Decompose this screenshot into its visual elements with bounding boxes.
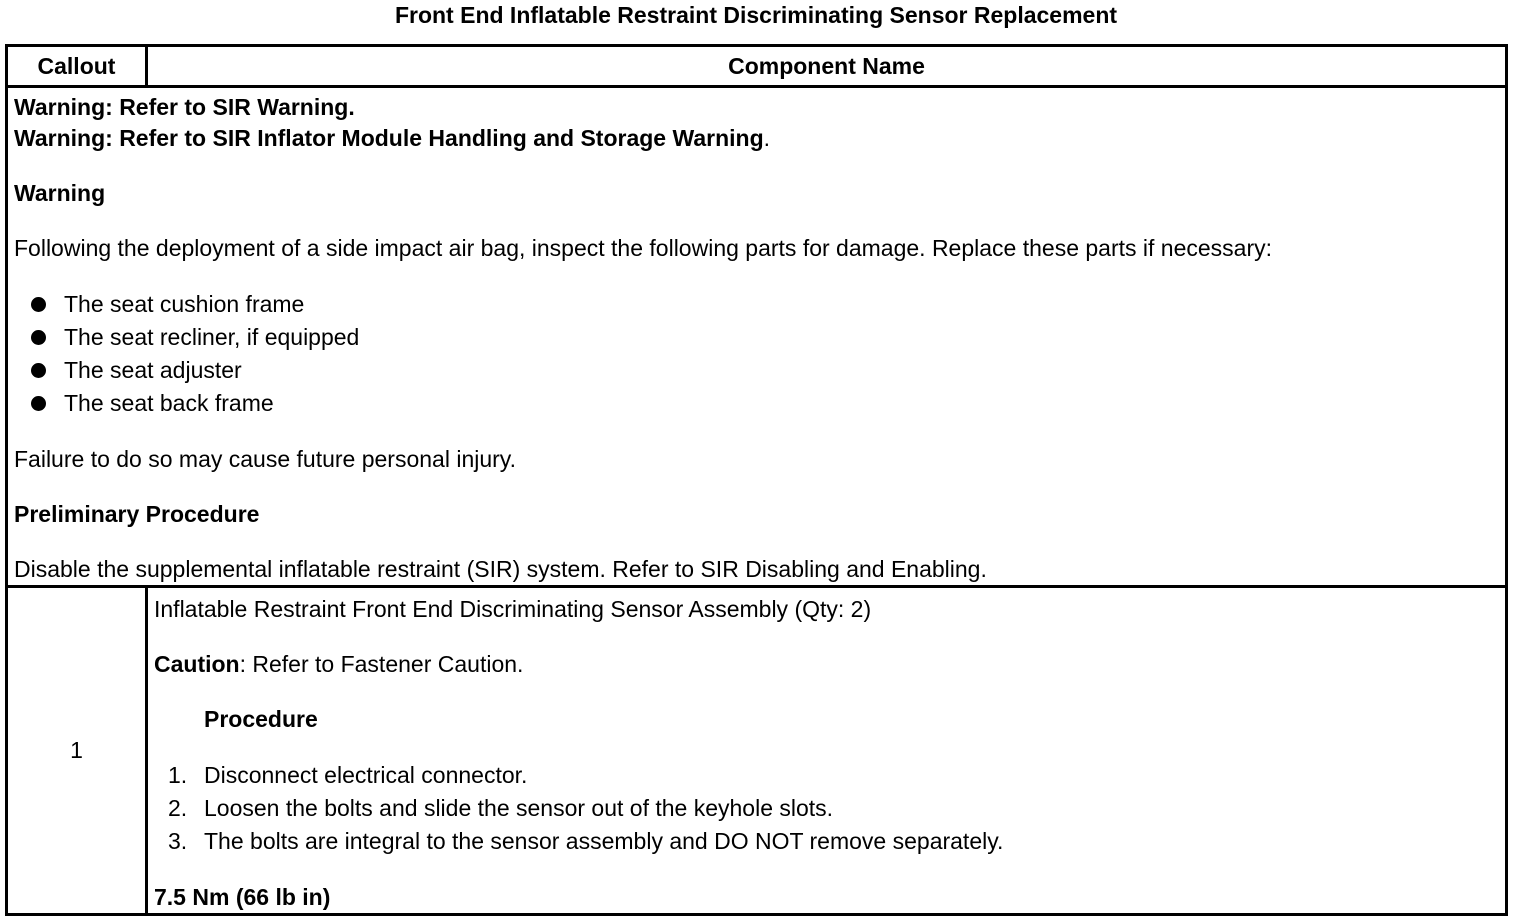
table-row <box>7 587 1507 915</box>
warning-intro: Following the deployment of a side impact air bag, inspect the following parts for damage. Replace these parts if necessary: <box>14 235 1273 261</box>
step-number: 1. <box>168 762 188 788</box>
list-item: The seat cushion frame <box>14 288 1499 321</box>
procedure-table <box>5 44 1508 916</box>
bullet-icon <box>31 330 46 345</box>
list-item: The seat adjuster <box>14 354 1499 387</box>
table-header-row <box>7 46 1507 87</box>
step-number: 3. <box>168 828 188 854</box>
step-number: 2. <box>168 795 188 821</box>
torque-spec: 7.5 Nm (66 lb in) <box>154 884 331 910</box>
caution-line <box>154 649 1499 680</box>
header-callout: Callout <box>7 46 147 87</box>
bullet-icon <box>31 297 46 312</box>
warning-line-2 <box>14 123 1499 154</box>
warning-end: . <box>763 125 771 151</box>
warning-text: : Refer to SIR Inflator Module Handling and Storage Warning <box>105 125 764 151</box>
caution-text: : Refer to Fastener Caution. <box>239 651 524 677</box>
list-item: The seat recliner, if equipped <box>14 321 1499 354</box>
warning-outro: Failure to do so may cause future personal injury. <box>14 446 516 472</box>
step-text: The bolts are integral to the sensor assembly and DO NOT remove separately. <box>204 828 1004 854</box>
preliminary-heading: Preliminary Procedure <box>14 501 260 527</box>
warning-label: Warning <box>14 125 106 151</box>
preliminary-text: Disable the supplemental inflatable restraint (SIR) system. Refer to SIR Disabling and Enabling. <box>14 556 987 582</box>
list-item <box>154 759 1499 792</box>
component-name: Inflatable Restraint Front End Discriminating Sensor Assembly (Qty: 2) <box>154 596 872 622</box>
warning-heading: Warning <box>14 180 106 206</box>
step-text: Loosen the bolts and slide the sensor out of the keyhole slots. <box>204 795 834 821</box>
list-item <box>154 792 1499 825</box>
header-component-name: Component Name <box>147 46 1507 87</box>
warning-text: : Refer to SIR Warning. <box>105 94 355 120</box>
caution-label: Caution <box>154 651 240 677</box>
bullet-icon <box>31 396 46 411</box>
step-text: Disconnect electrical connector. <box>204 762 528 788</box>
warning-label: Warning <box>14 94 106 120</box>
warning-line-1 <box>14 92 1499 123</box>
bullet-icon <box>31 363 46 378</box>
document-title: Front End Inflatable Restraint Discriminating Sensor Replacement <box>394 2 1118 28</box>
component-cell <box>147 587 1507 915</box>
list-item <box>154 825 1499 858</box>
callout-number: 1 <box>7 587 147 915</box>
preliminary-row <box>7 87 1507 587</box>
preliminary-cell <box>7 87 1507 587</box>
inspection-parts-list <box>14 288 1499 420</box>
list-item: The seat back frame <box>14 387 1499 420</box>
procedure-steps <box>154 759 1499 858</box>
procedure-heading: Procedure <box>204 706 318 732</box>
